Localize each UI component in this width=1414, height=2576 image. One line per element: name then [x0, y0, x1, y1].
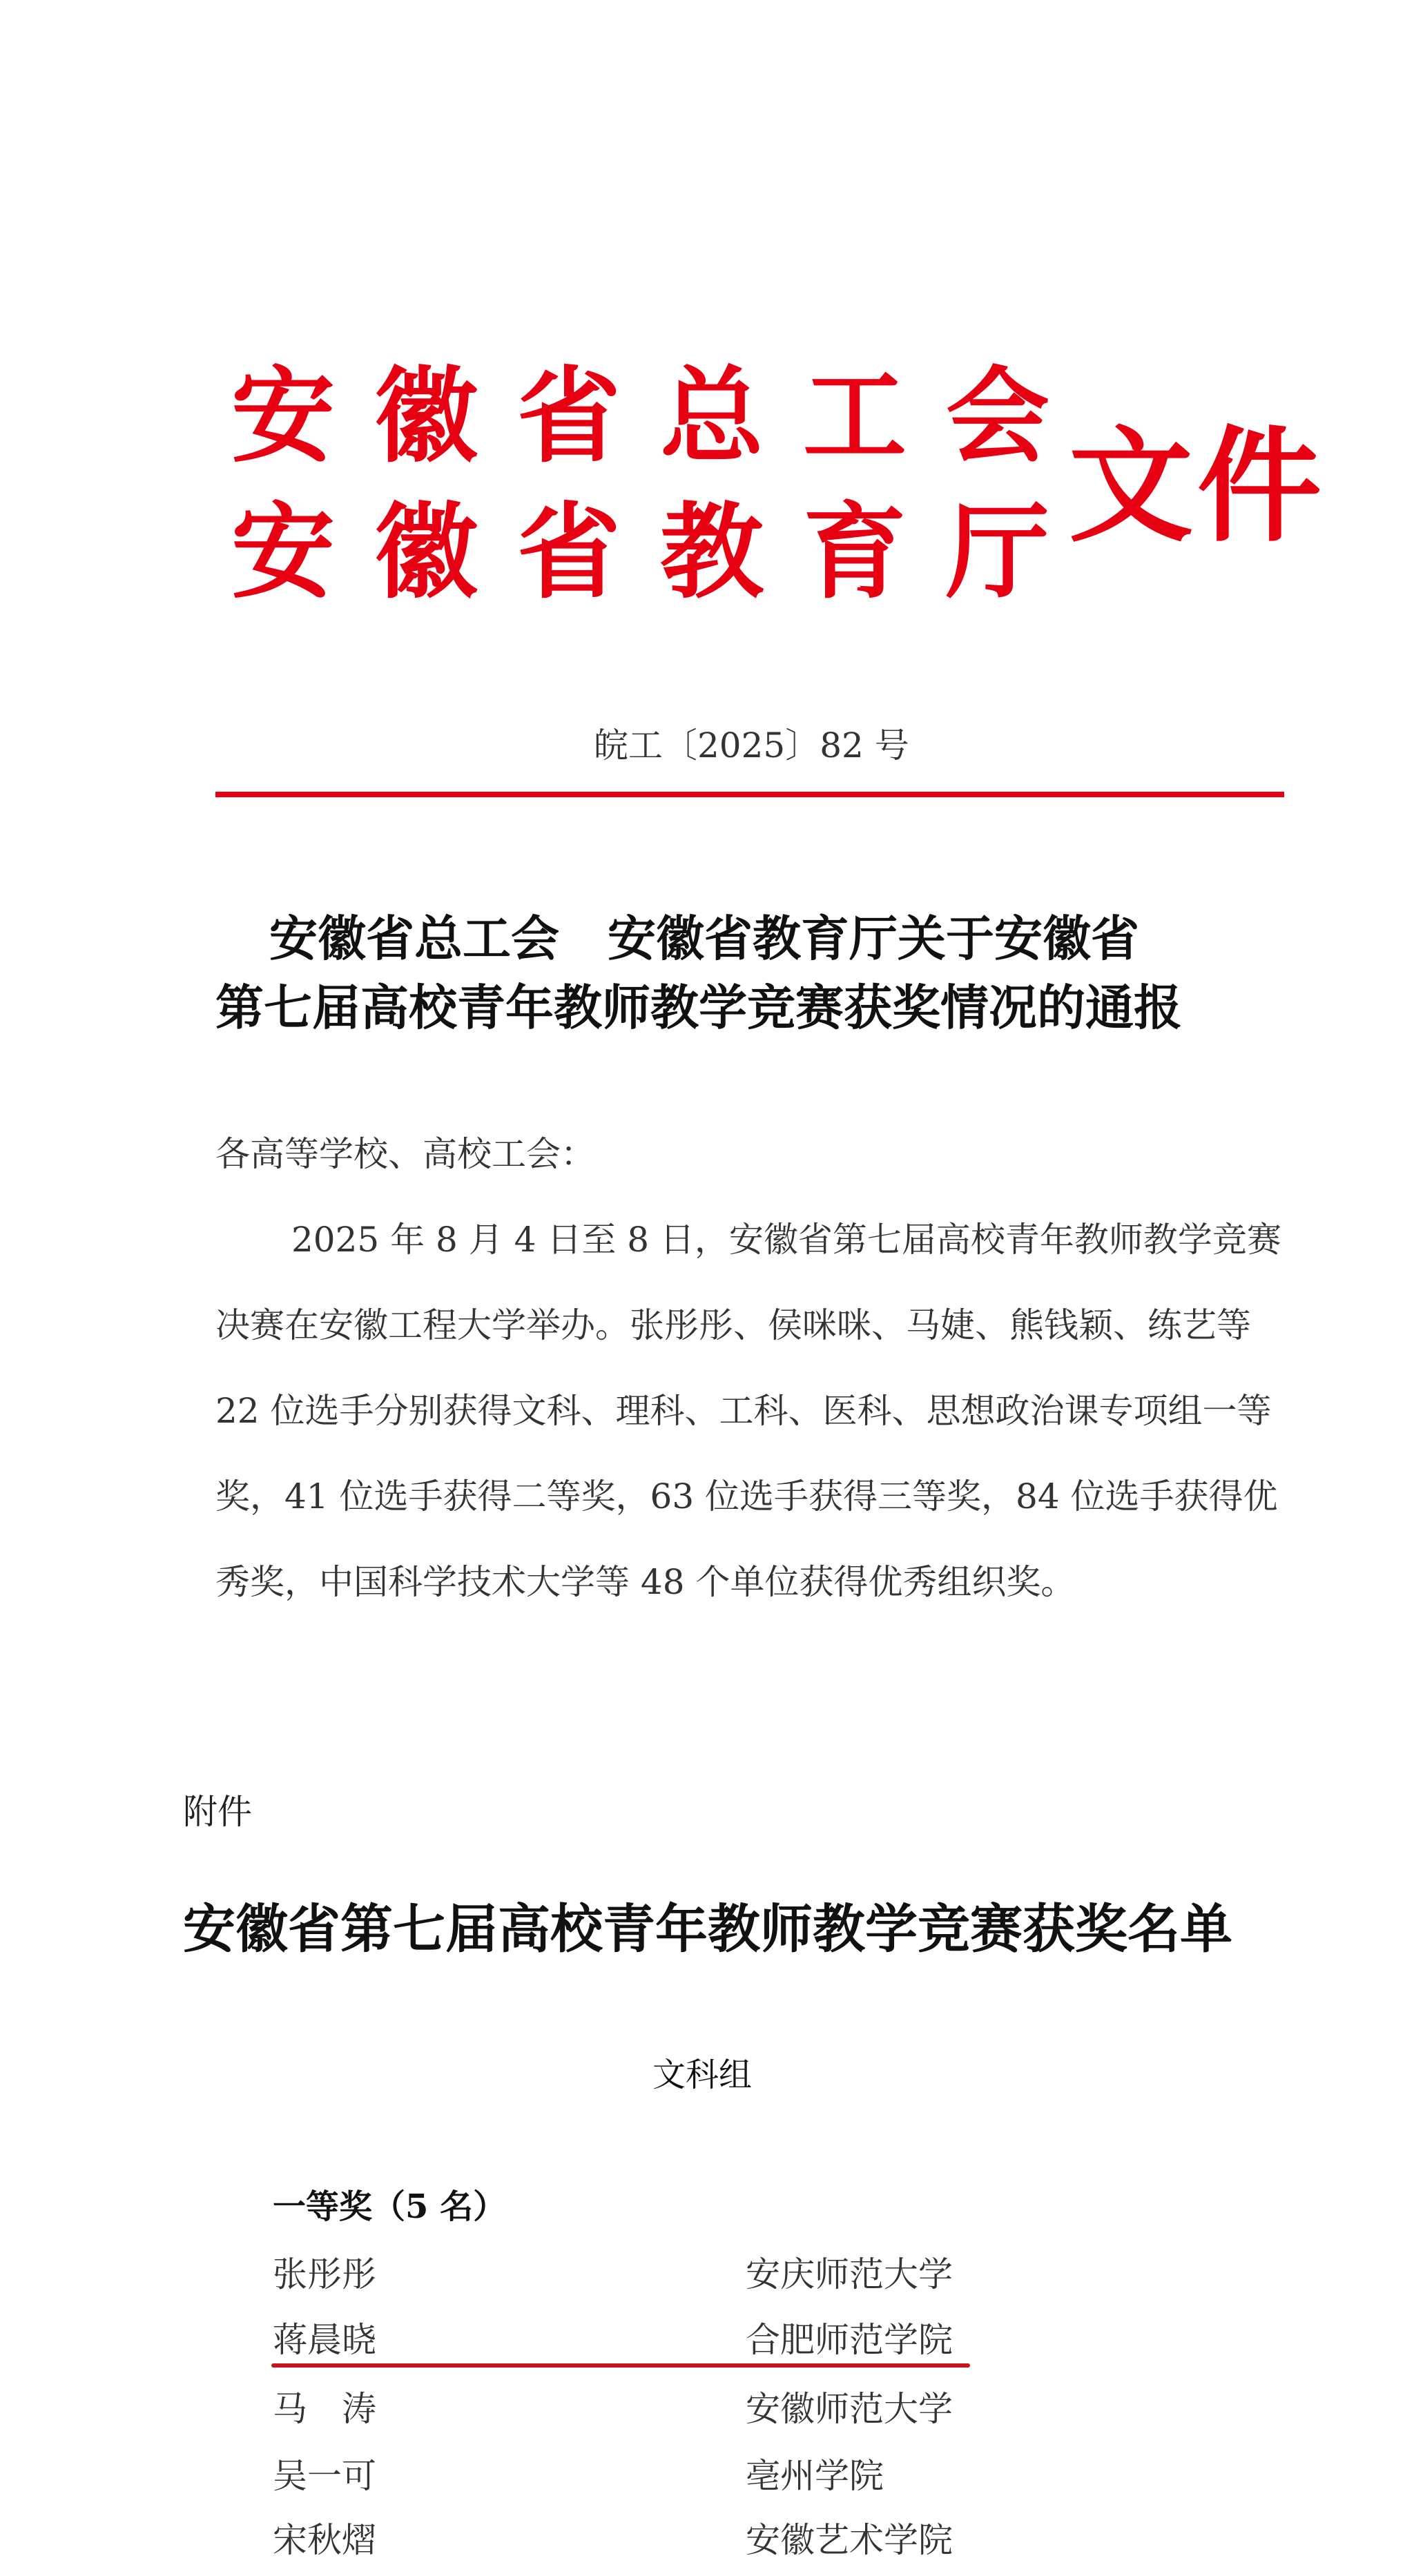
- doc-number: 皖工〔2025〕82 号: [594, 725, 909, 765]
- red-divider: [215, 792, 1284, 797]
- attachment-title: 安徽省第七届高校青年教师教学竞赛获奖名单: [183, 1898, 1232, 1960]
- winner-unit: 安徽艺术学院: [746, 2520, 953, 2560]
- notice-title-line-1: 安徽省总工会 安徽省教育厅关于安徽省: [269, 910, 1139, 967]
- winner-row: [273, 2312, 991, 2360]
- winner-name: 张彤彤: [273, 2254, 376, 2294]
- notice-title-line-2: 第七届高校青年教师教学竞赛获奖情况的通报: [215, 979, 1182, 1036]
- winner-unit: 安徽师范大学: [746, 2389, 953, 2429]
- winner-unit: 亳州学院: [746, 2456, 884, 2496]
- winner-unit: 合肥师范学院: [746, 2320, 953, 2360]
- header-doc-type: 文件: [1069, 413, 1326, 559]
- winner-row: [273, 2448, 991, 2496]
- prize-heading: 一等奖（5 名）: [273, 2187, 507, 2226]
- highlight-underline: [271, 2363, 970, 2368]
- winner-row: [273, 2381, 991, 2429]
- winner-row: [273, 2247, 991, 2294]
- winner-unit: 安庆师范大学: [746, 2254, 953, 2294]
- group-heading: 文科组: [652, 2056, 753, 2094]
- notice-body: [215, 1111, 1292, 1625]
- winner-name: 马 涛: [273, 2389, 376, 2429]
- header-org-line-2: 安徽省教育厅: [231, 491, 1089, 613]
- header-org-line-1: 安徽省总工会: [231, 355, 1089, 477]
- winner-name: 蒋晨晓: [273, 2320, 376, 2360]
- winner-name: 吴一可: [273, 2456, 376, 2496]
- salutation: 各高等学校、高校工会：: [215, 1134, 595, 1174]
- winner-row: [273, 2512, 991, 2560]
- winner-name: 宋秋熠: [273, 2520, 376, 2560]
- attachment-label: 附件: [183, 1792, 252, 1832]
- body-paragraph: 2025 年 8 月 4 日至 8 日，安徽省第七届高校青年教师教学竞赛决赛在安徽工程大学举办。张彤彤、侯咪咪、马婕、熊钱颖、练艺等 22 位选手分别获得文科、理科、工科、医科、思想政治课专项组一等奖，41 位选手获得二等奖，63 位选手获得三等奖，84 位选手获得优秀奖，中国科学技术大学等 48 个单位获得优秀组织奖。: [215, 1220, 1281, 1602]
